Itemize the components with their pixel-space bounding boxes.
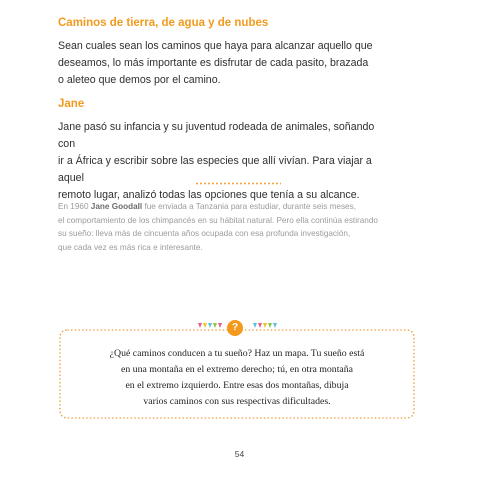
pennant-flag (208, 323, 212, 328)
page-number: 54 (234, 449, 245, 459)
pennant-flag (273, 323, 277, 328)
caption-text: fue enviada a Tanzania para estudiar, durante seis meses, (142, 202, 356, 211)
caption-line: que cada vez es más rica e interesante. (58, 242, 203, 252)
paragraph-jane (58, 119, 388, 204)
pennant-flag (263, 323, 267, 328)
paragraph-line: deseamos, lo más importante es disfrutar de cada pasito, brazada (58, 57, 369, 69)
paragraph-line: ir a África y escribir sobre las especies que allí vivían. Para viajar a aquel (58, 155, 372, 184)
pennant-flag (268, 323, 272, 328)
activity-line: en el extremo izquierdo. Entre esas dos montañas, dibuja (125, 380, 349, 391)
activity-line: en una montaña en el extremo derecho; tú, en otra montaña (120, 364, 354, 375)
caption-text: En 1960 (58, 202, 91, 211)
section-heading-caminos: Caminos de tierra, de agua y de nubes (58, 17, 269, 29)
activity-instructions (58, 346, 416, 410)
caption-line: su sueño: lleva más de cincuenta años ocupada con esa profunda investigación, (58, 229, 351, 238)
section-heading-jane: Jane (58, 98, 85, 110)
activity-box (58, 322, 416, 420)
paragraph-line: Jane pasó su infancia y su juventud rodeada de animales, soñando con (58, 121, 375, 150)
caption-name-bold: Jane Goodall (90, 202, 143, 211)
dotted-divider (195, 182, 281, 185)
pennant-flag (213, 323, 217, 328)
activity-line: ¿Qué caminos conducen a tu sueño? Haz un mapa. Tu sueño está (109, 348, 365, 359)
paragraph-line: Sean cuales sean los caminos que haya para alcanzar aquello que (58, 40, 373, 52)
activity-line: varios caminos con sus respectivas dificultades. (143, 396, 331, 407)
paragraph-line: remoto lugar, analizó todas las opciones que tenía a su alcance. (58, 189, 360, 201)
pennant-garland-right (253, 323, 277, 330)
pennant-garland-left (198, 323, 222, 330)
pennant-flag (218, 323, 222, 328)
caption-goodall (58, 200, 398, 254)
paragraph-caminos (58, 38, 388, 89)
pennant-flag (203, 323, 207, 328)
caption-line (58, 200, 398, 214)
pennant-flag (258, 323, 262, 328)
pennant-flag (198, 323, 202, 328)
question-icon: ? (227, 320, 243, 336)
pennant-flag (253, 323, 257, 328)
paragraph-line: o aleteo que demos por el camino. (58, 74, 221, 86)
caption-line: el comportamiento de los chimpancés en su hábitat natural. Pero ella continúa estirando (58, 215, 378, 225)
